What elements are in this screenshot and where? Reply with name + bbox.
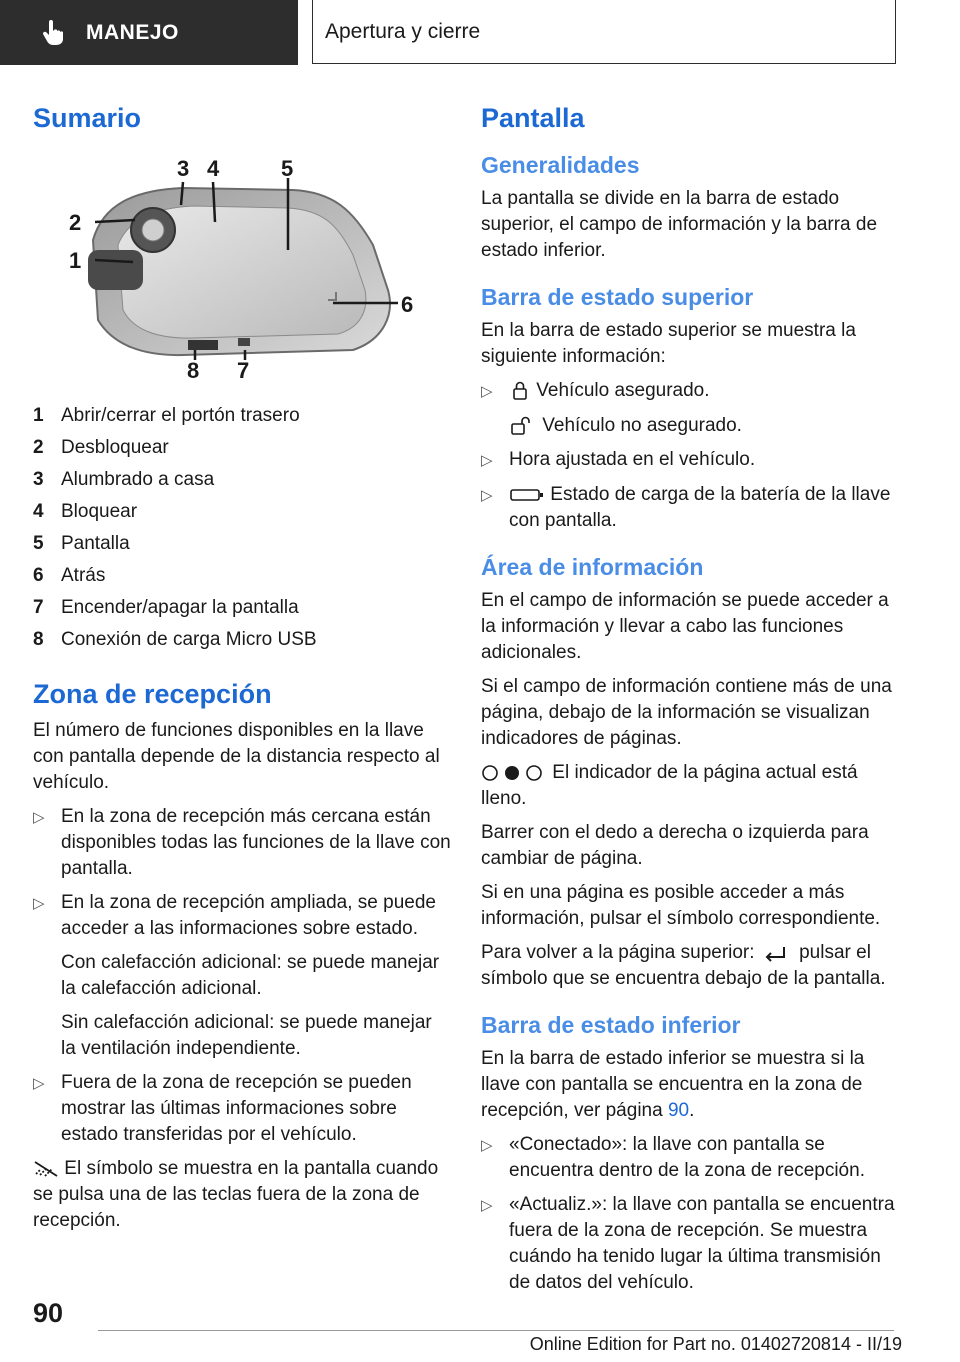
page-number: 90 xyxy=(33,1298,64,1328)
callout-4: 4 xyxy=(207,156,220,181)
pantalla-heading: Pantalla xyxy=(481,103,585,133)
triangle-bullet-icon: ▷ xyxy=(481,383,493,400)
list-item: ▷ Hora ajustada en el vehículo. xyxy=(481,447,901,474)
legend-item: 7 Encender/apagar la pantalla xyxy=(33,597,299,618)
area-informacion-heading: Área de información xyxy=(481,554,704,580)
barra-superior-heading: Barra de estado superior xyxy=(481,284,754,310)
right-column xyxy=(481,100,901,1304)
barra-inferior-heading: Barra de estado inferior xyxy=(481,1012,741,1038)
callout-8: 8 xyxy=(187,358,200,380)
triangle-bullet-icon: ▷ xyxy=(33,1075,45,1092)
callout-5: 5 xyxy=(281,156,294,181)
sumario-heading: Sumario xyxy=(33,103,142,133)
sub-paragraph: Sin calefacción adicional: se puede manejar la ventilación independiente. xyxy=(61,1012,432,1059)
hand-icon xyxy=(40,19,68,47)
left-column xyxy=(33,100,451,1242)
legend-item: 3 Alumbrado a casa xyxy=(33,469,215,490)
legend-item: 5 Pantalla xyxy=(33,533,130,554)
legend-item: 8 Conexión de carga Micro USB xyxy=(33,629,317,650)
chapter-label: Apertura y cierre xyxy=(325,19,481,43)
chapter-box xyxy=(312,0,896,64)
triangle-bullet-icon: ▷ xyxy=(33,895,45,912)
zona-heading: Zona de recepción xyxy=(33,679,272,709)
legend-item: 6 Atrás xyxy=(33,565,106,586)
callout-1: 1 xyxy=(69,248,82,273)
callout-3: 3 xyxy=(177,156,190,181)
barra-inferior-text: En la barra de estado inferior se muestra si la llave con pantalla se encuentra en la zona de recepción, ver página 90. xyxy=(481,1048,865,1121)
lock-open-icon xyxy=(509,416,537,436)
generalidades-heading: Generalidades xyxy=(481,152,640,178)
list-item: ▷ Vehículo asegurado. xyxy=(481,378,901,405)
triangle-bullet-icon: ▷ xyxy=(481,487,493,504)
area-paragraph: Para volver a la página superior: pulsar el símbolo que se encuentra debajo de la pantalla. xyxy=(481,942,886,989)
lock-closed-icon xyxy=(509,381,531,401)
list-item: ▷ Estado de carga de la batería de la llave con pantalla. xyxy=(481,482,901,534)
triangle-bullet-icon: ▷ xyxy=(481,452,493,469)
page-link[interactable]: 90 xyxy=(667,1100,690,1121)
generalidades-text: La pantalla se divide en la barra de estado superior, el campo de información y la barra de estado inferior. xyxy=(481,188,878,261)
section-tab xyxy=(0,0,298,65)
legend-item: 2 Desbloquear xyxy=(33,437,169,458)
page-indicator-icon xyxy=(481,764,547,782)
area-paragraph: En el campo de información se puede acceder a la información y llevar a cabo las funciones adicionales. xyxy=(481,590,889,663)
callout-7: 7 xyxy=(237,358,250,380)
list-item: ▷ «Conectado»: la llave con pantalla se encuentra dentro de la zona de recepción. xyxy=(481,1132,901,1184)
area-paragraph: Si el campo de información contiene más de una página, debajo de la información se visualizan indicadores de páginas. xyxy=(481,676,892,749)
list-item: ▷ Fuera de la zona de recepción se pueden mostrar las últimas informaciones sobre estado transferidas por el vehículo. xyxy=(33,1070,451,1148)
legend-item: 1 Abrir/cerrar el portón trasero xyxy=(33,405,300,426)
list-item: ▷ En la zona de recepción ampliada, se puede acceder a las informaciones sobre estado. xyxy=(33,890,451,942)
list-item: ▷ «Actualiz.»: la llave con pantalla se encuentra fuera de la zona de recepción. Se muestra cuándo ha tenido lugar la última transmisión de datos del vehículo. xyxy=(481,1192,901,1296)
callout-6: 6 xyxy=(401,292,414,317)
key-figure xyxy=(33,150,433,380)
section-label: MANEJO xyxy=(86,20,179,44)
legend-list xyxy=(33,400,451,656)
battery-icon xyxy=(509,487,545,503)
triangle-bullet-icon: ▷ xyxy=(481,1137,493,1154)
area-paragraph: El indicador de la página actual está lleno. xyxy=(481,762,858,809)
edition-footer: Online Edition for Part no. 01402720814 - II/19 xyxy=(529,1334,902,1354)
triangle-bullet-icon: ▷ xyxy=(481,1197,493,1214)
no-signal-icon xyxy=(33,1160,59,1178)
footer-divider xyxy=(98,1330,894,1331)
legend-item: 4 Bloquear xyxy=(33,501,138,522)
zona-intro: El número de funciones disponibles en la llave con pantalla depende de la distancia respecto al vehículo. xyxy=(33,720,440,793)
note-paragraph: El símbolo se muestra en la pantalla cuando se pulsa una de las teclas fuera de la zona de recepción. xyxy=(33,1158,439,1231)
barra-superior-text: En la barra de estado superior se muestra la siguiente información: xyxy=(481,320,856,367)
callout-2: 2 xyxy=(69,210,82,235)
back-arrow-icon xyxy=(760,943,794,963)
sub-paragraph: Vehículo no asegurado. xyxy=(509,413,901,439)
area-paragraph: Si en una página es posible acceder a más información, pulsar el símbolo correspondiente. xyxy=(481,882,881,929)
sub-paragraph: Con calefacción adicional: se puede manejar la calefacción adicional. xyxy=(61,952,440,999)
area-paragraph: Barrer con el dedo a derecha o izquierda para cambiar de página. xyxy=(481,822,869,869)
list-item: ▷ En la zona de recepción más cercana están disponibles todas las funciones de la llave con pantalla. xyxy=(33,804,451,882)
triangle-bullet-icon: ▷ xyxy=(33,809,45,826)
